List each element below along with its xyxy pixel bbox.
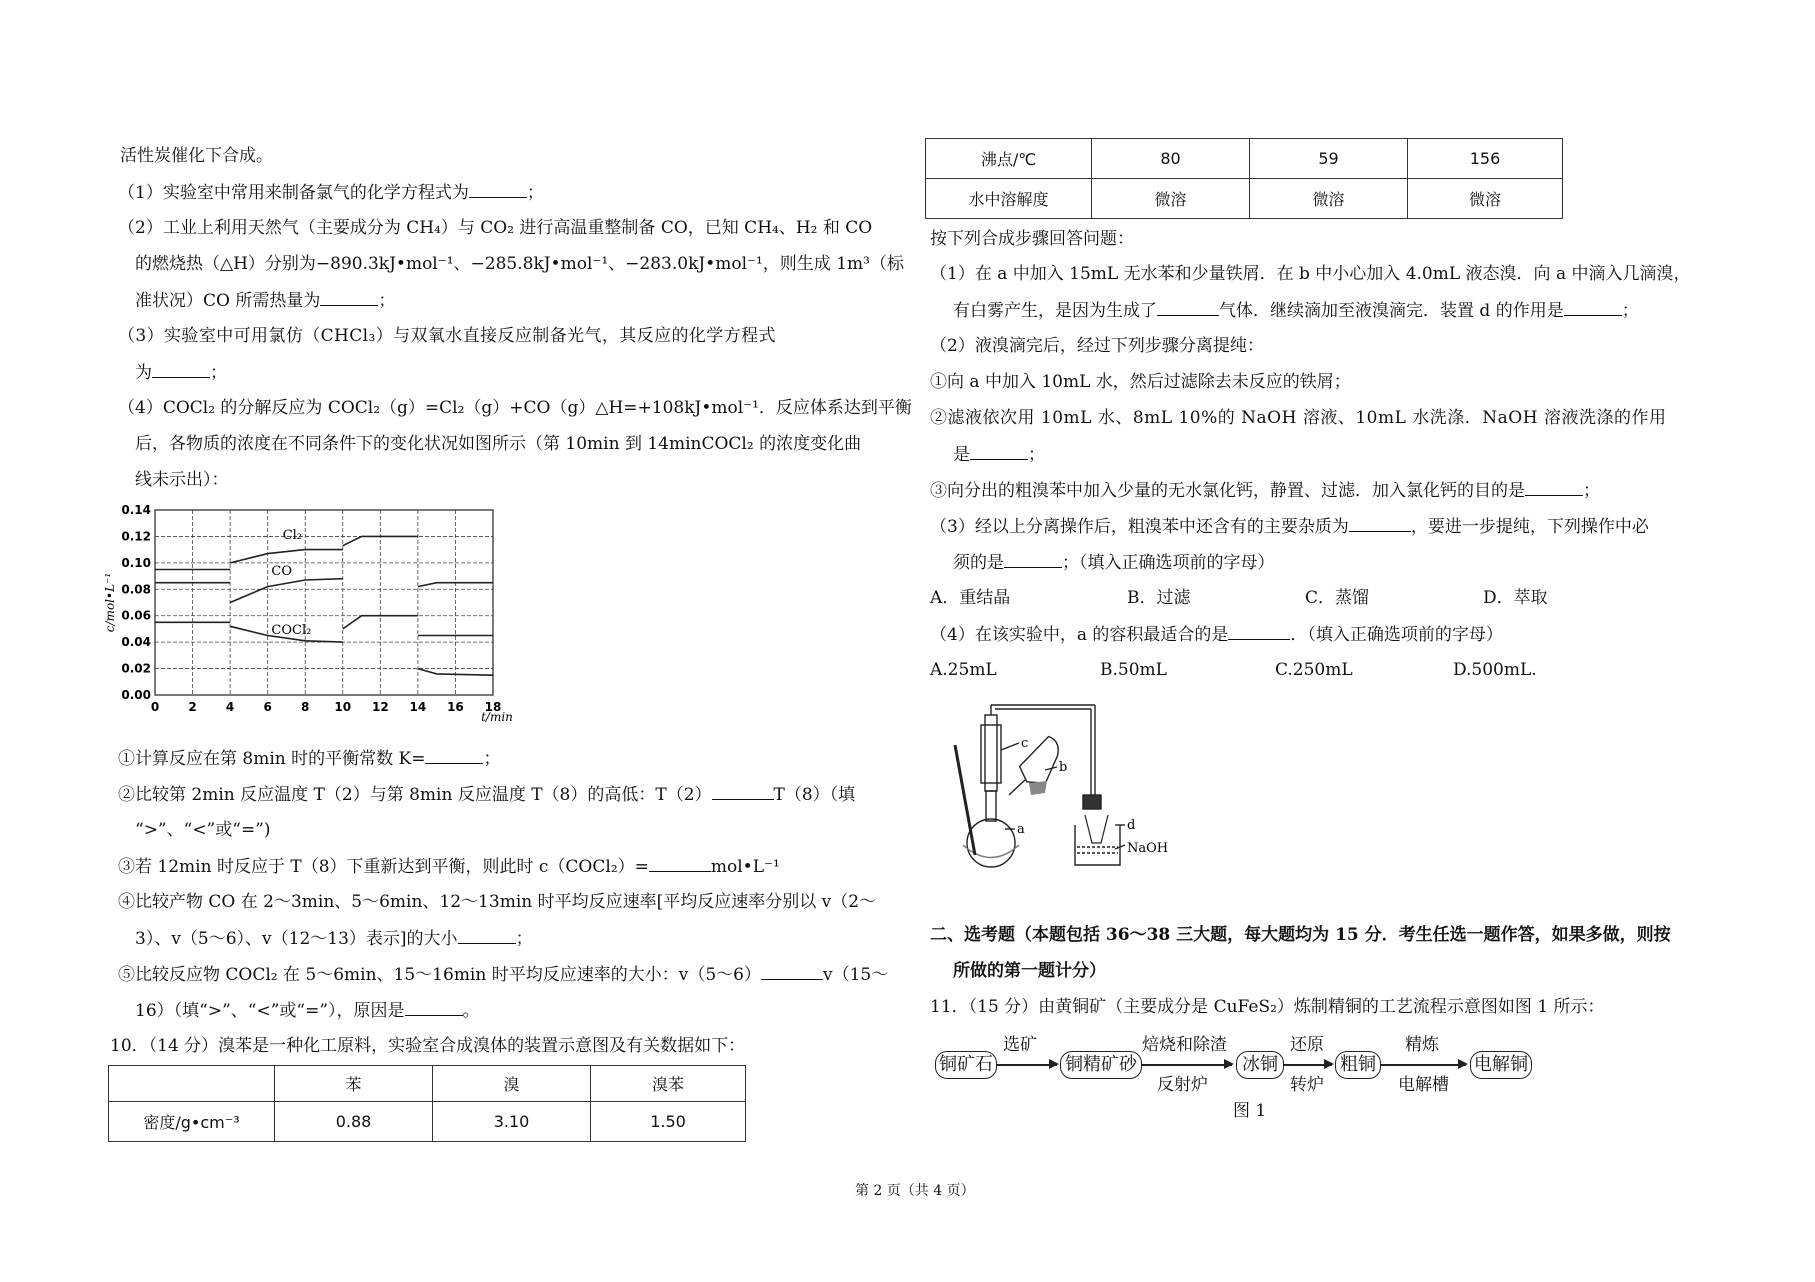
flow-arrow [997, 1064, 1057, 1066]
label-a: a [1017, 822, 1025, 837]
chart-x-tick-label: 18 [484, 700, 502, 714]
flow-label-beneficiation: 选矿 [1003, 1035, 1037, 1055]
flow-arrow [1142, 1064, 1232, 1066]
question-3-line-2: 为 ； [135, 363, 227, 383]
volume-option-b: B.50mL [1100, 660, 1167, 680]
data-table-continued [925, 138, 1563, 219]
intro-line: 活性炭催化下合成。 [120, 146, 273, 166]
table-cell: 1.50 [591, 1102, 746, 1142]
chart-y-tick-label: 0.10 [121, 555, 151, 570]
question-4-line-3: 线未示出）： [135, 470, 229, 490]
chart-x-tick-label: 4 [225, 700, 235, 714]
sub-question-1: ①计算反应在第 8min 时的平衡常数 K= ； [118, 749, 501, 769]
question-11: 11．（15 分）由黄铜矿（主要成分是 CuFeS₂）炼制精铜的工艺流程示意图如图 1 所示： [930, 997, 1605, 1017]
r-question-4: （4）在该实验中，a 的容积最适合的是 ．（填入正确选项前的字母） [930, 625, 1503, 645]
volume-option-c: C.250mL [1275, 660, 1353, 680]
chart-x-tick-label: 2 [188, 700, 197, 714]
sub-question-3: ③若 12min 时反应于 T（8）下重新达到平衡，则此时 c（COCl₂）= mol•L⁻¹ [118, 857, 780, 877]
flow-label-roasting: 焙烧和除渣 [1142, 1035, 1227, 1055]
flow-node-matte: 冰铜 [1236, 1051, 1284, 1079]
table-cell: 微溶 [1408, 179, 1563, 219]
chart-series-label: COCl₂ [271, 623, 312, 639]
r-question-3-line-2: 须的是 ；（填入正确选项前的字母） [953, 553, 1275, 573]
volume-option-a: A.25mL [930, 660, 997, 680]
chart-series-label: Cl₂ [282, 528, 303, 544]
steps-intro: 按下列合成步骤回答问题： [930, 229, 1134, 249]
table-cell: 3.10 [433, 1102, 591, 1142]
chart-y-tick-label: 0.08 [121, 582, 151, 597]
chart-y-tick-label: 0.04 [121, 635, 151, 650]
chart-x-tick-label: 0 [150, 700, 160, 714]
label-c: c [1021, 736, 1029, 751]
section-2-heading-line-1: 二、选考题（本题包括 36～38 三大题，每大题均为 15 分．考生任选一题作答，如果多做，则按 [930, 925, 1671, 945]
table-cell: 微溶 [1250, 179, 1408, 219]
flow-label-converter: 转炉 [1290, 1075, 1324, 1095]
chart-x-tick-label: 14 [409, 700, 427, 714]
chart-series-label: CO [271, 563, 293, 579]
table-header-bromine: 溴 [433, 1066, 591, 1102]
chart-y-tick-label: 0.14 [121, 503, 151, 517]
sub-question-2-line-1: ②比较第 2min 反应温度 T（2）与第 8min 反应温度 T（8）的高低：T（2） T（8）（填 [118, 785, 856, 805]
figure-1-caption: 图 1 [1233, 1101, 1267, 1121]
flow-node-ore: 铜矿石 [935, 1051, 997, 1079]
chart-x-tick-label: 6 [263, 700, 272, 714]
r-question-1-line-1: （1）在 a 中加入 15mL 无水苯和少量铁屑．在 b 中小心加入 4.0mL 液态溴．向 a 中滴入几滴溴， [930, 264, 1691, 284]
chart-x-tick-label: 16 [447, 700, 464, 714]
flow-label-refining: 精炼 [1405, 1035, 1439, 1055]
section-2-heading-line-2: 所做的第一题计分） [953, 961, 1106, 981]
sub-question-2-line-2: “>”、“<”或“=”) [135, 820, 271, 840]
question-2-line-1: （2）工业上利用天然气（主要成分为 CH₄）与 CO₂ 进行高温重整制备 CO，已知 CH₄、H₂ 和 CO [118, 218, 873, 238]
flow-label-reverberatory: 反射炉 [1157, 1075, 1208, 1095]
chart-y-tick-label: 0.00 [121, 688, 151, 702]
chart-frame [155, 510, 493, 695]
table-row-density-label: 密度/g•cm⁻³ [109, 1102, 275, 1142]
option-c: C．蒸馏 [1305, 588, 1370, 608]
question-1: （1）实验室中常用来制备氯气的化学方程式为 ； [118, 183, 544, 203]
r-question-3-line-1: （3）经以上分离操作后，粗溴苯中还含有的主要杂质为 ，要进一步提纯，下列操作中必 [930, 517, 1649, 537]
chart-series-line-0 [230, 550, 343, 563]
question-4-line-2: 后，各物质的浓度在不同条件下的变化状况如图所示（第 10min 到 14minCOCl₂ 的浓度变化曲 [135, 434, 862, 454]
table-cell: 59 [1250, 139, 1408, 179]
chart-x-tick-label: 10 [334, 700, 352, 714]
flow-label-reduction: 还原 [1290, 1035, 1324, 1055]
chart-y-tick-label: 0.12 [121, 529, 151, 544]
chart-x-tick-label: 8 [301, 700, 310, 714]
table-row-solubility-label: 水中溶解度 [926, 179, 1092, 219]
flow-node-electrolytic-copper: 电解铜 [1470, 1051, 1532, 1079]
flow-node-crude-copper: 粗铜 [1335, 1051, 1381, 1079]
concentration-chart [100, 500, 520, 735]
chart-series-line-1 [230, 579, 343, 603]
option-d: D．萃取 [1483, 588, 1548, 608]
sub-question-4-line-1: ④比较产物 CO 在 2～3min、5～6min、12～13min 时平均反应速率[平均反应速率分别以 v（2～ [118, 892, 877, 912]
table-row-boiling-label: 沸点/℃ [926, 139, 1092, 179]
chart-x-tick-label: 12 [371, 700, 389, 714]
volume-option-d: D.500mL. [1453, 660, 1537, 680]
label-naoh: NaOH [1127, 841, 1169, 856]
table-cell: 0.88 [275, 1102, 433, 1142]
question-4-line-1: （4）COCl₂ 的分解反应为 COCl₂（g）=Cl₂（g）+CO（g）△H=+108kJ•mol⁻¹．反应体系达到平衡 [118, 398, 912, 418]
table-cell: 微溶 [1092, 179, 1250, 219]
flow-node-concentrate: 铜精矿砂 [1060, 1051, 1142, 1079]
label-b: b [1059, 760, 1068, 775]
table-cell: 156 [1408, 139, 1563, 179]
chart-y-axis-label: c/mol•L⁻¹ [103, 572, 117, 633]
chart-x-axis-label: t/min [481, 710, 513, 724]
bromobenzene-apparatus-diagram [935, 695, 1175, 875]
sub-question-4-line-2: 3）、v（5～6）、v（12～13）表示]的大小 ； [135, 929, 533, 949]
chart-y-tick-label: 0.06 [121, 608, 151, 623]
data-table-top [108, 1065, 746, 1142]
r-question-2: （2）液溴滴完后，经过下列步骤分离提纯： [930, 336, 1264, 356]
r-question-1-line-2: 有白雾产生，是因为生成了 气体．继续滴加至液溴滴完．装置 d 的作用是 ； [953, 301, 1639, 321]
r-question-2-step-3: ③向分出的粗溴苯中加入少量的无水氯化钙，静置、过滤．加入氯化钙的目的是 ； [930, 481, 1600, 501]
sub-question-5-line-2: 16）（填“>”、“<”或“=”），原因是 。 [135, 1001, 480, 1021]
r-question-2-step-1: ①向 a 中加入 10mL 水，然后过滤除去未反应的铁屑； [930, 372, 1351, 392]
flow-arrow [1284, 1064, 1332, 1066]
table-header-benzene: 苯 [275, 1066, 433, 1102]
label-d: d [1127, 818, 1136, 833]
question-3-line-1: （3）实验室中可用氯仿（CHCl₃）与双氧水直接反应制备光气，其反应的化学方程式 [118, 326, 776, 346]
table-header-empty [109, 1066, 275, 1102]
flow-label-electrolysis: 电解槽 [1398, 1075, 1449, 1095]
page-footer: 第 2 页（共 4 页） [855, 1183, 975, 1199]
chart-y-tick-label: 0.02 [121, 661, 151, 676]
option-a: A．重结晶 [930, 588, 1011, 608]
table-cell: 80 [1092, 139, 1250, 179]
sub-question-5-line-1: ⑤比较反应物 COCl₂ 在 5～6min、15～16min 时平均反应速率的大小：v（5～6） v（15～ [118, 965, 889, 985]
flow-arrow [1381, 1064, 1466, 1066]
r-question-2-step-2-line-2: 是 ； [953, 445, 1045, 465]
option-b: B．过滤 [1127, 588, 1191, 608]
question-2-line-3: 准状况）CO 所需热量为 ； [135, 291, 396, 311]
question-2-line-2: 的燃烧热（△H）分别为−890.3kJ•mol⁻¹、−285.8kJ•mol⁻¹、−283.0kJ•mol⁻¹，则生成 1m³（标 [135, 254, 904, 274]
question-10: 10．（14 分）溴苯是一种化工原料，实验室合成溴体的装置示意图及有关数据如下： [110, 1036, 746, 1056]
r-question-2-step-2-line-1: ②滤液依次用 10mL 水、8mL 10%的 NaOH 溶液、10mL 水洗涤．NaOH 溶液洗涤的作用 [930, 408, 1667, 428]
table-header-bromobenzene: 溴苯 [591, 1066, 746, 1102]
